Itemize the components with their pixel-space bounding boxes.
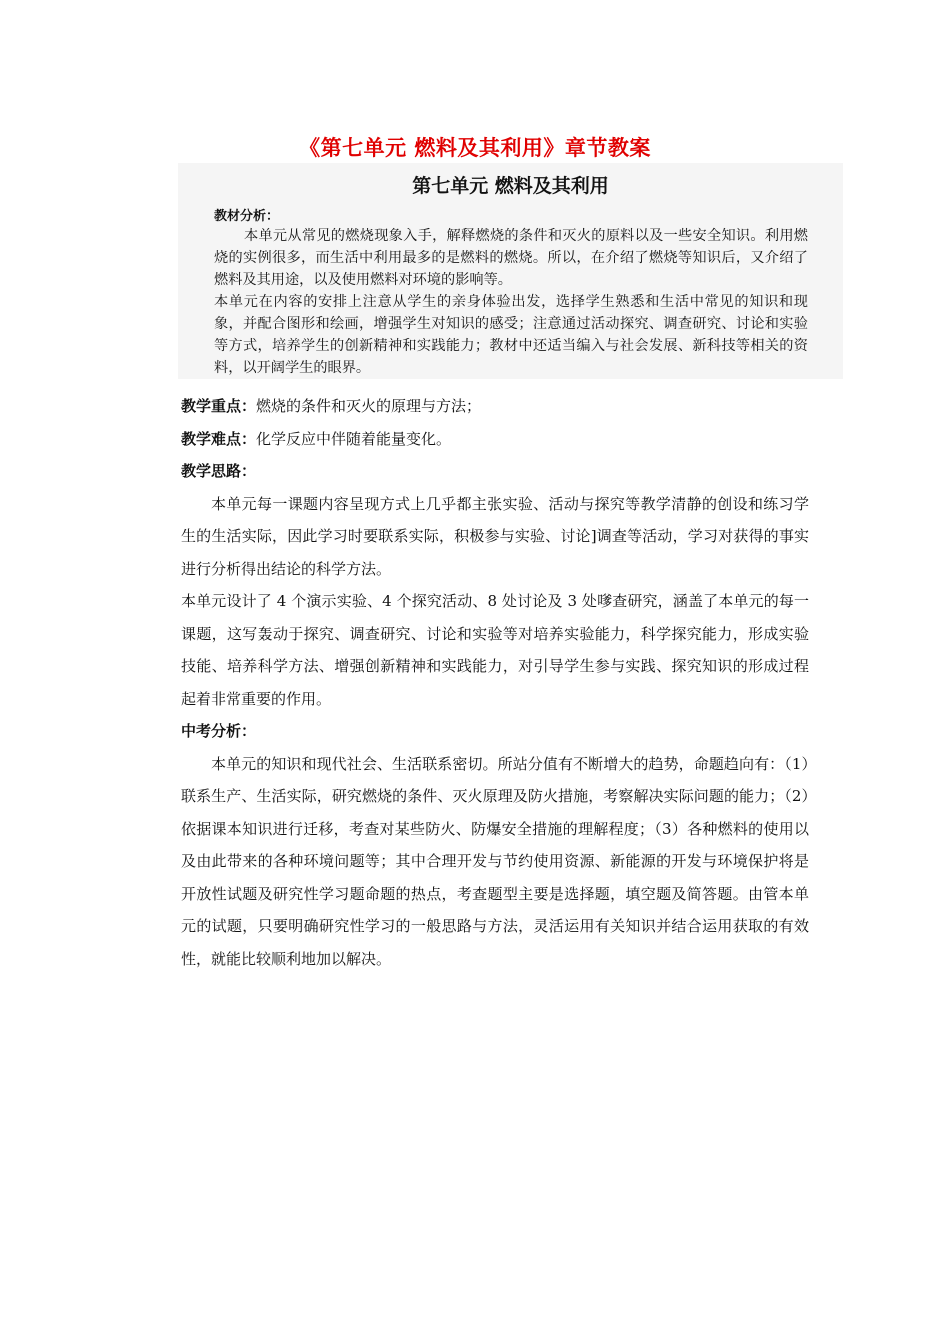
exam-analysis-label: 中考分析：: [181, 722, 257, 740]
document-title: 《第七单元 燃料及其利用》章节教案: [299, 136, 651, 160]
teaching-difficulty: [181, 423, 809, 456]
unit-heading: 第七单元 燃料及其利用: [412, 175, 609, 197]
teaching-approach-label: 教学思路：: [181, 462, 257, 480]
teaching-focus-text: 燃烧的条件和灭火的原理与方法；: [256, 397, 482, 415]
teaching-approach-paragraph-2: 本单元设计了 4 个演示实验、4 个探究活动、8 处讨论及 3 处嗲查研究，涵盖了本单元的每一课题，这写轰动于探究、调查研究、讨论和实验等对培养实验能力，科学探究能力，形成实验技能、培养科学方法、增强创新精神和实践能力，对引导学生参与实践、探究知识的形成过程起着非常重要的作用。: [181, 592, 809, 708]
textbook-analysis-paragraph-2: 本单元在内容的安排上注意从学生的亲身体验出发，选择学生熟悉和生活中常见的知识和现象，并配合图形和绘画，增强学生对知识的感受；注意通过活动探究、调查研究、讨论和实验等方式，培养学生的创新精神和实践能力；教材中还适当编入与社会发展、新科技等相关的资料，以开阔学生的眼界。: [214, 294, 808, 376]
teaching-difficulty-label: 教学难点：: [181, 429, 257, 448]
exam-analysis-paragraph: 本单元的知识和现代社会、生活联系密切。所站分值有不断增大的趋势，命题趋向有：（1）联系生产、生活实际，研究燃烧的条件、灭火原理及防火措施，考察解决实际问题的能力；（2）依据课本知识进行迁移，考查对某些防火、防爆安全措施的理解程度；（3）各种燃料的使用以及由此带来的各种环境问题等；其中合理开发与节约使用资源、新能源的开发与环境保护将是开放性试题及研究性学习题命题的热点，考查题型主要是选择题，填空题及简答题。由管本单元的试题，只要明确研究性学习的一般思路与方法，灵活运用有关知识并结合运用获取的有效性，就能比较顺利地加以解决。: [181, 754, 809, 968]
teaching-difficulty-text: 化学反应中伴随着能量变化。: [256, 429, 452, 448]
textbook-analysis-label: 教材分析：: [214, 209, 280, 224]
textbook-analysis-paragraph-1: 本单元从常见的燃烧现象入手，解释燃烧的条件和灭火的原料以及一些安全知识。利用燃烧的实例很多，而生活中利用最多的是燃料的燃烧。所以，在介绍了燃烧等知识后，又介绍了燃料及其用途，以及使用燃料对环境的影响等。: [214, 228, 808, 288]
document-body: [181, 390, 809, 975]
textbook-analysis-image: [178, 163, 843, 379]
teaching-focus-label: 教学重点：: [181, 397, 257, 415]
teaching-focus: [181, 390, 809, 423]
teaching-approach-paragraph-1: 本单元每一课题内容呈现方式上几乎都主张实验、活动与探究等教学清静的创设和练习学生的生活实际，因此学习时要联系实际，积极参与实验、讨论]调查等活动，学习对获得的事实进行分析得出结论的科学方法。: [181, 494, 809, 578]
